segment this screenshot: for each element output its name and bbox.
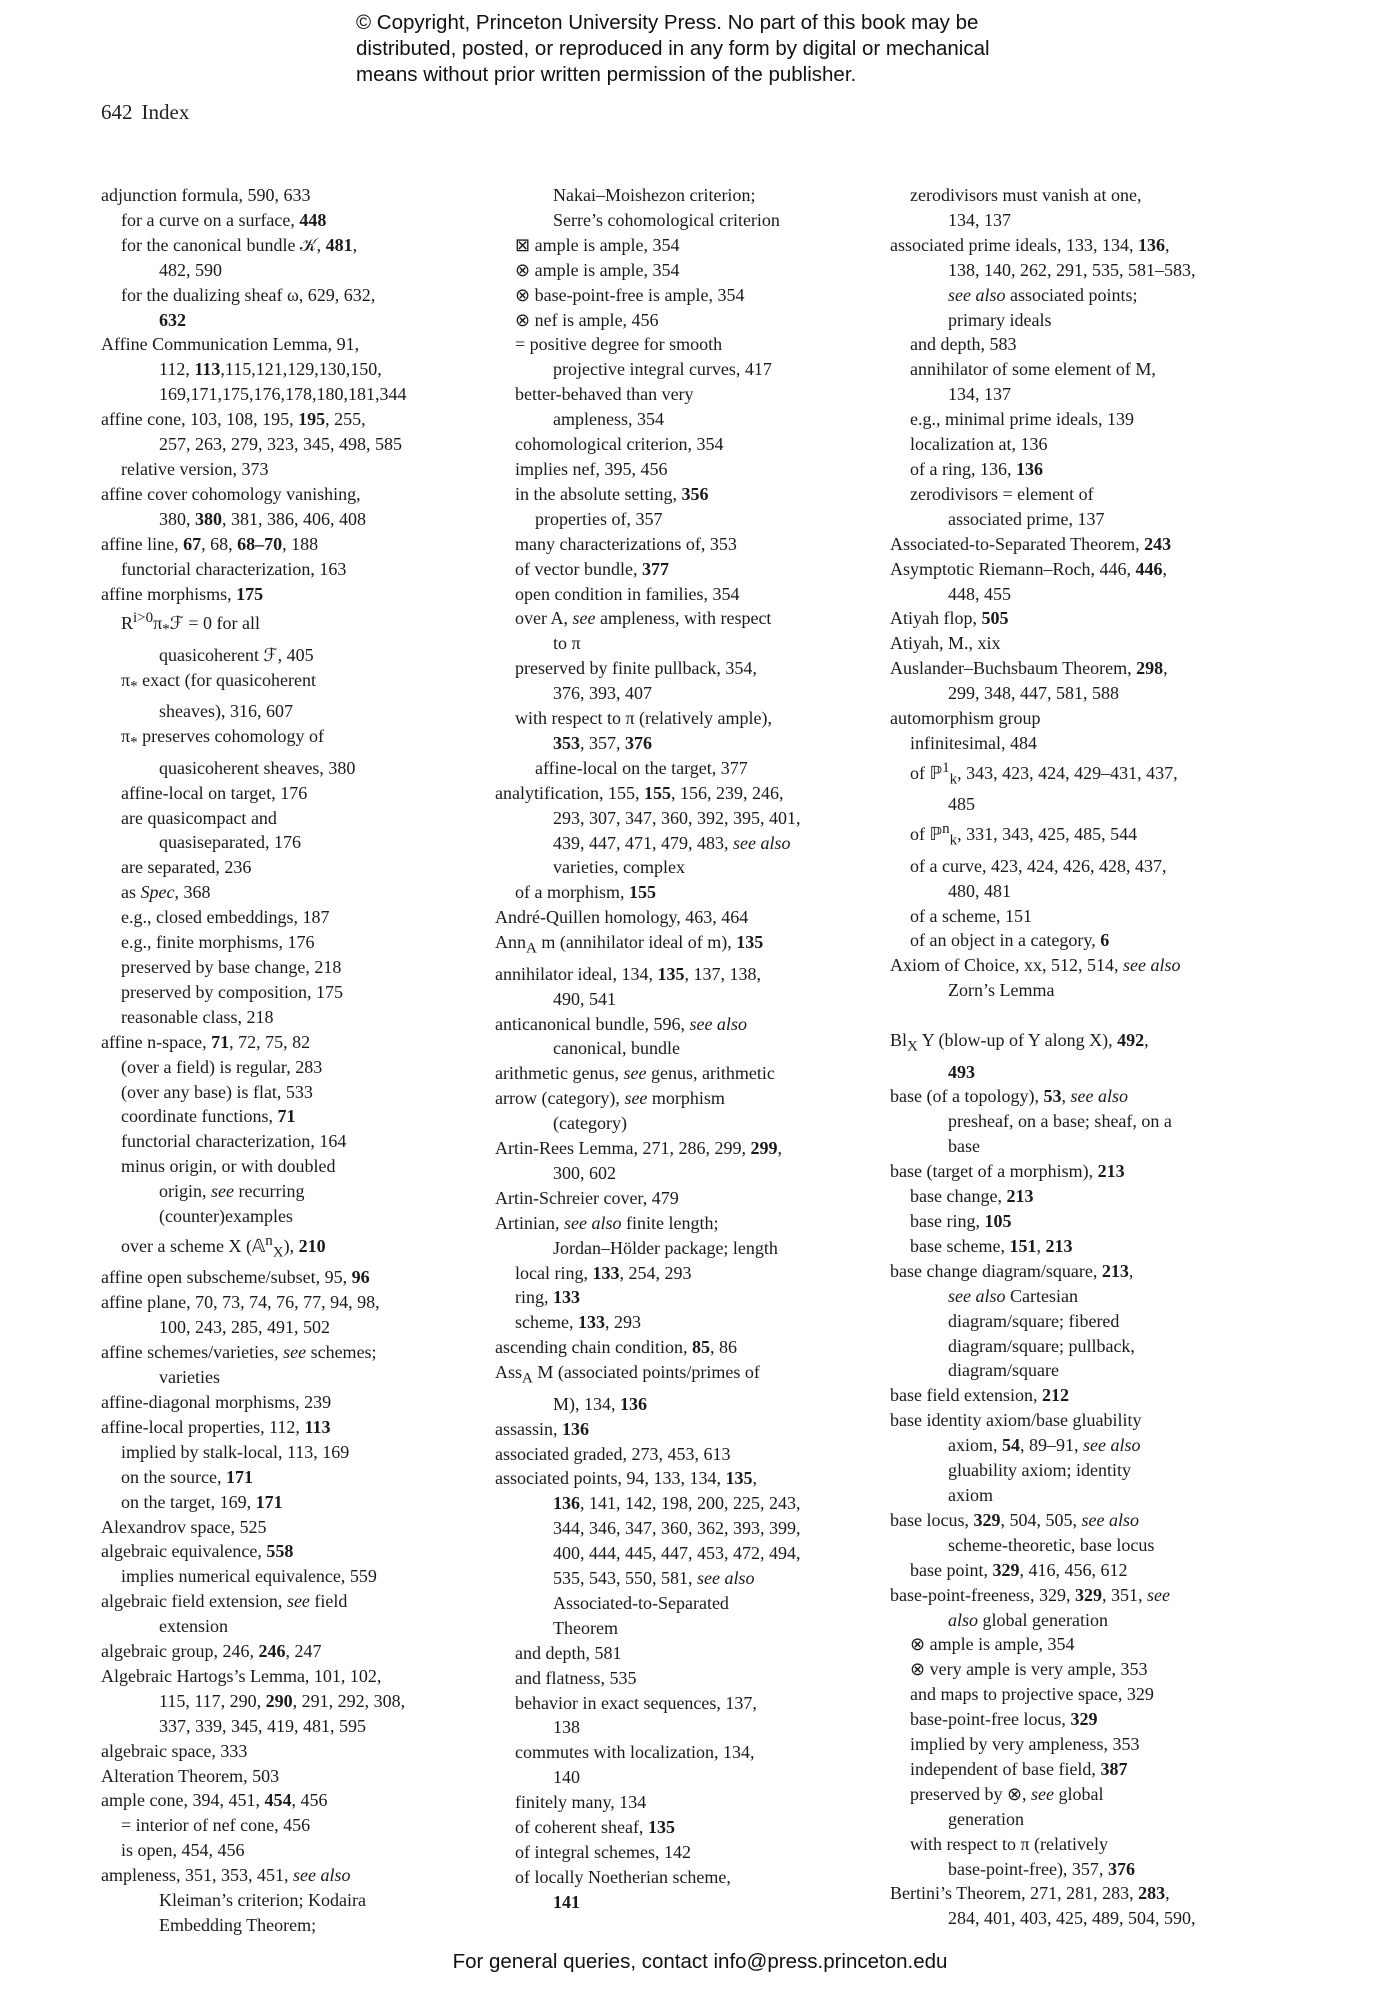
index-subentry: ⊗ nef is ample, 456 <box>515 309 659 330</box>
index-entry: associated graded, 273, 453, 613 <box>495 1443 731 1464</box>
index-subentry: base point, 329, 416, 456, 612 <box>910 1559 1128 1580</box>
index-entry: ample cone, 394, 451, 454, 456 <box>101 1790 328 1811</box>
index-subentry: functorial characterization, 164 <box>121 1131 347 1152</box>
index-entry-continuation: 134, 137 <box>948 384 1011 405</box>
index-subentry: implied by very ampleness, 353 <box>910 1734 1140 1755</box>
index-entry: anticanonical bundle, 596, see also <box>495 1013 747 1034</box>
index-column-1 <box>101 183 481 1938</box>
index-entry: Alteration Theorem, 503 <box>101 1765 280 1786</box>
index-subentry: better-behaved than very <box>515 384 694 405</box>
index-entry-continuation: 485 <box>948 794 975 815</box>
index-entry: $Bl_X$ Y (blow-up of Y along X), 492, <box>890 1030 1149 1055</box>
index-entry: Artinian, see also finite length; <box>495 1212 719 1233</box>
index-subentry: relative version, 373 <box>121 458 269 479</box>
index-subentry: are quasicompact and <box>121 807 277 828</box>
index-entry-continuation: 293, 307, 347, 360, 392, 395, 401, <box>553 807 801 828</box>
index-subentry: preserved by finite pullback, 354, <box>515 658 757 679</box>
index-entry: affine schemes/varieties, see schemes; <box>101 1342 377 1363</box>
index-subentry: local ring, 133, 254, 293 <box>515 1262 692 1283</box>
index-entry-continuation: axiom <box>948 1484 993 1505</box>
index-entry-continuation: quasiseparated, 176 <box>159 832 301 853</box>
index-subentry: of a scheme, 151 <box>910 905 1032 926</box>
index-entry-continuation: 493 <box>948 1061 975 1082</box>
index-entry-continuation: gluability axiom; identity <box>948 1460 1131 1481</box>
index-subentry: infinitesimal, 484 <box>910 732 1037 753</box>
index-subentry: with respect to π (relatively <box>910 1833 1109 1854</box>
running-title: Index <box>141 100 190 124</box>
index-entry-continuation: 284, 401, 403, 425, 489, 504, 590, <box>948 1908 1196 1929</box>
index-entry-continuation: Kleiman’s criterion; Kodaira <box>159 1890 366 1911</box>
index-entry-continuation: 380, 380, 381, 386, 406, 408 <box>159 508 366 529</box>
index-entry-continuation: diagram/square; pullback, <box>948 1335 1135 1356</box>
index-entry: Auslander–Buchsbaum Theorem, 298, <box>890 658 1168 679</box>
index-subentry: implied by stalk-local, 113, 169 <box>121 1441 350 1462</box>
index-subentry: and depth, 583 <box>910 334 1017 355</box>
index-subentry: and maps to projective space, 329 <box>910 1684 1154 1705</box>
index-subentry: minus origin, or with doubled <box>121 1156 336 1177</box>
index-entry-continuation: generation <box>948 1808 1024 1829</box>
index-entry-continuation: (category) <box>553 1113 627 1134</box>
index-subentry: is open, 454, 456 <box>121 1840 245 1861</box>
page-number: 642 <box>101 100 133 124</box>
copyright-line: means without prior written permission of the publisher. <box>356 63 857 86</box>
index-entry-continuation: 115, 117, 290, 290, 291, 292, 308, <box>159 1690 406 1711</box>
index-entry-continuation: 100, 243, 285, 491, 502 <box>159 1317 330 1338</box>
index-subentry: of an object in a category, 6 <box>910 930 1110 951</box>
index-entry: Asymptotic Riemann–Roch, 446, 446, <box>890 558 1167 579</box>
index-entry: Artin-Rees Lemma, 271, 286, 299, 299, <box>495 1138 782 1159</box>
index-subentry: zerodivisors = element of <box>910 483 1094 504</box>
index-entry: affine-local properties, 112, 113 <box>101 1416 331 1437</box>
index-subentry: preserved by ⊗, see global <box>910 1783 1104 1804</box>
index-entry-continuation: Associated-to-Separated <box>553 1592 729 1613</box>
index-entry: Alexandrov space, 525 <box>101 1516 267 1537</box>
index-entry-continuation: sheaves), 316, 607 <box>159 701 293 722</box>
index-subentry: for a curve on a surface, 448 <box>121 209 327 230</box>
index-entry-continuation: Jordan–Hölder package; length <box>553 1237 778 1258</box>
index-subentry: implies numerical equivalence, 559 <box>121 1566 377 1587</box>
running-head <box>101 100 189 125</box>
index-subentry: finitely many, 134 <box>515 1792 647 1813</box>
index-entry: adjunction formula, 590, 633 <box>101 185 311 205</box>
index-entry-continuation: 138 <box>553 1717 580 1738</box>
index-entry: assassin, 136 <box>495 1418 589 1439</box>
index-entry: Associated-to-Separated Theorem, 243 <box>890 533 1172 554</box>
index-entry-continuation: 140 <box>553 1767 580 1788</box>
index-entry: arithmetic genus, see genus, arithmetic <box>495 1063 775 1084</box>
index-subentry: and depth, 581 <box>515 1642 622 1663</box>
index-entry-continuation: properties of, 357 <box>535 508 663 529</box>
index-subentry: reasonable class, 218 <box>121 1006 274 1027</box>
index-entry-continuation: quasicoherent sheaves, 380 <box>159 757 356 778</box>
index-entry: Bertini’s Theorem, 271, 281, 283, 283, <box>890 1883 1170 1904</box>
index-subentry: localization at, 136 <box>910 434 1048 455</box>
index-entry: Algebraic Hartogs’s Lemma, 101, 102, <box>101 1665 382 1686</box>
index-entry: ascending chain condition, 85, 86 <box>495 1337 737 1358</box>
index-entry: affine plane, 70, 73, 74, 76, 77, 94, 98, <box>101 1292 380 1313</box>
index-entry-continuation: varieties, complex <box>553 857 685 878</box>
index-entry-continuation: 141 <box>553 1891 580 1912</box>
copyright-line: distributed, posted, or reproduced in any form by digital or mechanical <box>356 37 990 60</box>
index-entry-continuation: 257, 263, 279, 323, 345, 498, 585 <box>159 434 402 455</box>
index-subentry: many characterizations of, 353 <box>515 533 737 554</box>
index-entry: associated points, 94, 133, 134, 135, <box>495 1468 757 1489</box>
index-subentry: ⊗ ample is ample, 354 <box>910 1634 1075 1655</box>
index-entry-continuation: 535, 543, 550, 581, see also <box>553 1568 755 1589</box>
index-entry-continuation: 136, 141, 142, 198, 200, 225, 243, <box>553 1493 801 1514</box>
index-entry-continuation: also global generation <box>948 1609 1108 1630</box>
index-subentry: functorial characterization, 163 <box>121 558 347 579</box>
index-subentry: of vector bundle, 377 <box>515 558 669 579</box>
index-entry-continuation: 300, 602 <box>553 1162 616 1183</box>
index-subentry: scheme, 133, 293 <box>515 1312 641 1333</box>
index-subentry: $R^{i>0}\pi_*ℱ = 0$ for all <box>121 610 261 638</box>
index-entry: Atiyah, M., xix <box>890 633 1001 654</box>
index-subentry: ⊗ very ample is very ample, 353 <box>910 1659 1148 1680</box>
index-subentry: of a curve, 423, 424, 426, 428, 437, <box>910 855 1167 876</box>
index-entry: Artin-Schreier cover, 479 <box>495 1187 679 1208</box>
index-entry: associated prime ideals, 133, 134, 136, <box>890 234 1170 255</box>
index-entry-continuation: Embedding Theorem; <box>159 1915 317 1935</box>
index-entry-continuation: 169,171,175,176,178,180,181,344 <box>159 384 407 405</box>
index-subentry: of ℙ$^1_k$, 343, 423, 424, 429–431, 437, <box>910 759 1178 788</box>
index-entry-continuation: M), 134, 136 <box>553 1393 647 1414</box>
index-entry-continuation: 448, 455 <box>948 583 1011 604</box>
index-entry-continuation: 337, 339, 345, 419, 481, 595 <box>159 1715 366 1736</box>
index-subentry: on the target, 169, 171 <box>121 1491 283 1512</box>
index-entry: algebraic space, 333 <box>101 1740 248 1761</box>
index-subentry: of integral schemes, 142 <box>515 1842 691 1862</box>
index-subentry: with respect to π (relatively ample), <box>515 708 772 729</box>
index-subentry: base ring, 105 <box>910 1211 1012 1232</box>
index-subentry: ring, 133 <box>515 1287 580 1308</box>
index-subentry: for the canonical bundle 𝒦, 481, <box>121 234 358 255</box>
index-entry: arrow (category), see morphism <box>495 1088 725 1109</box>
index-subentry: on the source, 171 <box>121 1466 253 1487</box>
index-entry-continuation: presheaf, on a base; sheaf, on a <box>948 1111 1172 1132</box>
index-entry: affine cover cohomology vanishing, <box>101 483 361 504</box>
index-entry: Axiom of Choice, xx, 512, 514, see also <box>890 955 1181 976</box>
index-entry-continuation: Zorn’s Lemma <box>948 980 1055 1001</box>
index-subentry: over A, see ampleness, with respect <box>515 608 772 629</box>
index-column-2 <box>495 183 875 1915</box>
index-subentry: preserved by base change, 218 <box>121 956 342 977</box>
index-subentry: behavior in exact sequences, 137, <box>515 1692 757 1713</box>
index-entry: affine-diagonal morphisms, 239 <box>101 1391 332 1412</box>
index-entry-continuation: 439, 447, 471, 479, 483, see also <box>553 832 791 853</box>
index-entry-continuation: axiom, 54, 89–91, see also <box>948 1435 1141 1456</box>
index-subentry: ⊗ base-point-free is ample, 354 <box>515 284 745 305</box>
index-subentry: as Spec, 368 <box>121 882 211 903</box>
index-entry-continuation: 490, 541 <box>553 988 616 1009</box>
index-subentry: (over a field) is regular, 283 <box>121 1056 323 1077</box>
copyright-line: © Copyright, Princeton University Press. No part of this book may be <box>356 11 979 34</box>
index-subentry: of a ring, 136, 136 <box>910 458 1043 479</box>
index-entry-continuation: 112, 113,115,121,129,130,150, <box>159 359 382 380</box>
index-entry: André-Quillen homology, 463, 464 <box>495 907 749 928</box>
index-entry: analytification, 155, 155, 156, 239, 246, <box>495 782 784 803</box>
index-entry: Atiyah flop, 505 <box>890 608 1009 629</box>
index-entry-continuation: 134, 137 <box>948 209 1011 230</box>
index-entry-continuation: affine-local on the target, 377 <box>535 757 748 778</box>
index-entry: base field extension, 212 <box>890 1385 1069 1406</box>
index-entry-continuation: extension <box>159 1616 228 1637</box>
index-entry-continuation: base <box>948 1136 980 1157</box>
index-entry-continuation: origin, see recurring <box>159 1181 305 1202</box>
index-subentry: cohomological criterion, 354 <box>515 434 724 455</box>
index-entry: algebraic equivalence, 558 <box>101 1541 294 1562</box>
index-subentry: of locally Noetherian scheme, <box>515 1866 731 1887</box>
index-entry-continuation: 376, 393, 407 <box>553 683 652 704</box>
index-subentry: = interior of nef cone, 456 <box>121 1815 311 1836</box>
index-entry: affine open subscheme/subset, 95, 96 <box>101 1267 370 1288</box>
index-column-3 <box>890 183 1290 1931</box>
index-entry: ampleness, 351, 353, 451, see also <box>101 1865 351 1886</box>
index-entry-continuation: diagram/square; fibered <box>948 1310 1120 1331</box>
index-entry: affine morphisms, 175 <box>101 583 264 604</box>
index-entry: algebraic group, 246, 246, 247 <box>101 1641 322 1662</box>
index-entry: automorphism group <box>890 708 1041 729</box>
index-entry: base (of a topology), 53, see also <box>890 1086 1128 1107</box>
index-subentry: of ℙ$^n_k$, 331, 343, 425, 485, 544 <box>910 821 1138 849</box>
index-subentry: e.g., finite morphisms, 176 <box>121 932 315 953</box>
index-entry-continuation: 353, 357, 376 <box>553 732 652 753</box>
index-entry: annihilator ideal, 134, 135, 137, 138, <box>495 963 761 984</box>
index-entry-continuation: see also associated points; <box>948 284 1138 305</box>
index-entry: Affine Communication Lemma, 91, <box>101 334 360 355</box>
index-subentry: over a scheme X (𝔸$^n_X$), 210 <box>121 1232 326 1261</box>
index-subentry: independent of base field, 387 <box>910 1758 1128 1779</box>
index-entry: base change diagram/square, 213, <box>890 1260 1134 1281</box>
index-entry-continuation: diagram/square <box>948 1360 1059 1381</box>
index-subentry: base-point-free locus, 329 <box>910 1709 1098 1730</box>
index-entry-continuation: primary ideals <box>948 309 1052 330</box>
index-entry-continuation: canonical, bundle <box>553 1038 680 1059</box>
index-subentry: of coherent sheaf, 135 <box>515 1817 675 1838</box>
index-entry-continuation: 138, 140, 262, 291, 535, 581–583, <box>948 259 1196 280</box>
index-entry-continuation: 299, 348, 447, 581, 588 <box>948 683 1119 704</box>
index-subentry: and flatness, 535 <box>515 1667 637 1688</box>
index-subentry: in the absolute setting, 356 <box>515 483 709 504</box>
index-entry: Ass$_A$ M (associated points/primes of <box>495 1362 760 1387</box>
index-subentry: are separated, 236 <box>121 857 252 878</box>
index-entry-continuation: associated prime, 137 <box>948 508 1105 529</box>
index-subentry: affine-local on target, 176 <box>121 782 308 803</box>
footer-contact: For general queries, contact info@press.princeton.edu <box>452 1950 948 1973</box>
index-subentry: coordinate functions, 71 <box>121 1106 296 1127</box>
index-entry-continuation: (counter)examples <box>159 1206 293 1227</box>
index-entry: affine cone, 103, 108, 195, 195, 255, <box>101 409 366 430</box>
index-entry-continuation: base-point-free), 357, 376 <box>948 1858 1135 1879</box>
index-subentry: ⊗ ample is ample, 354 <box>515 259 680 280</box>
index-subentry: = positive degree for smooth <box>515 334 723 355</box>
index-subentry: for the dualizing sheaf ω, 629, 632, <box>121 284 376 305</box>
index-subentry: commutes with localization, 134, <box>515 1742 755 1763</box>
index-entry-continuation: varieties <box>159 1367 220 1388</box>
index-entry-continuation: to π <box>553 633 581 654</box>
index-subentry: implies nef, 395, 456 <box>515 458 668 479</box>
index-entry-continuation: Nakai–Moishezon criterion; <box>553 185 756 205</box>
index-entry: affine line, 67, 68, 68–70, 188 <box>101 533 319 554</box>
index-entry: base locus, 329, 504, 505, see also <box>890 1509 1139 1530</box>
index-subentry: preserved by composition, 175 <box>121 981 343 1002</box>
index-subentry: $\pi_*$ preserves cohomology of <box>121 726 325 751</box>
index-entry-continuation: scheme-theoretic, base locus <box>948 1534 1155 1555</box>
index-entry-continuation: see also Cartesian <box>948 1285 1078 1306</box>
index-subentry: open condition in families, 354 <box>515 583 740 604</box>
index-entry-continuation: 480, 481 <box>948 880 1011 901</box>
index-entry-continuation: Serre’s cohomological criterion <box>553 209 780 230</box>
copyright-notice <box>356 10 1116 88</box>
index-entry-continuation: 344, 346, 347, 360, 362, 393, 399, <box>553 1518 801 1539</box>
index-subentry: e.g., minimal prime ideals, 139 <box>910 409 1134 430</box>
index-entry: affine n-space, 71, 72, 75, 82 <box>101 1031 311 1052</box>
index-entry-continuation: projective integral curves, 417 <box>553 359 772 380</box>
index-subentry: base scheme, 151, 213 <box>910 1235 1073 1256</box>
index-subentry: ⊠ ample is ample, 354 <box>515 234 680 255</box>
index-entry-continuation: 400, 444, 445, 447, 453, 472, 494, <box>553 1543 801 1564</box>
index-subentry: base change, 213 <box>910 1186 1034 1207</box>
index-entry: base identity axiom/base gluability <box>890 1410 1142 1431</box>
section-gap <box>890 1003 1290 1028</box>
index-entry: Ann$_A$ m (annihilator ideal of m), 135 <box>495 932 764 957</box>
index-subentry: zerodivisors must vanish at one, <box>910 185 1142 205</box>
index-entry: algebraic field extension, see field <box>101 1591 348 1612</box>
index-entry: base (target of a morphism), 213 <box>890 1161 1125 1182</box>
index-entry-continuation: ampleness, 354 <box>553 409 664 430</box>
index-entry: base-point-freeness, 329, 329, 351, see <box>890 1584 1170 1605</box>
index-subentry: (over any base) is flat, 533 <box>121 1081 313 1102</box>
index-entry-continuation: 482, 590 <box>159 259 222 280</box>
index-entry-continuation: Theorem <box>553 1617 618 1638</box>
index-entry-continuation: quasicoherent ℱ, 405 <box>159 644 314 665</box>
index-subentry: annihilator of some element of M, <box>910 359 1156 380</box>
index-subentry: $\pi_*$ exact (for quasicoherent <box>121 669 317 695</box>
index-entry-continuation: 632 <box>159 309 186 330</box>
index-subentry: e.g., closed embeddings, 187 <box>121 907 330 928</box>
index-subentry: of a morphism, 155 <box>515 882 656 903</box>
